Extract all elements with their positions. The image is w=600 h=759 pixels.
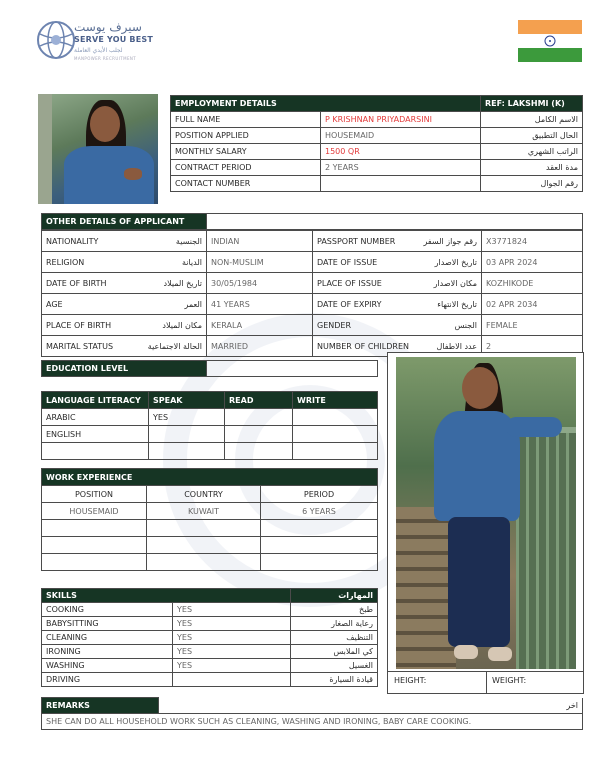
table-row bbox=[42, 294, 583, 315]
table-row bbox=[42, 252, 583, 273]
other-label-arabic: الحالة الاجتماعية bbox=[147, 341, 202, 351]
table-row bbox=[42, 315, 583, 336]
table-row bbox=[42, 520, 378, 537]
speak-value bbox=[149, 443, 225, 460]
other-label-arabic: رقم جواز السفر bbox=[423, 236, 477, 246]
skills-table bbox=[41, 588, 378, 687]
other-label-arabic: عدد الاطفال bbox=[436, 341, 477, 351]
other-value: FEMALE bbox=[482, 315, 583, 336]
skill-name: CLEANING bbox=[42, 631, 173, 645]
table-row bbox=[42, 659, 378, 673]
table-row bbox=[42, 231, 583, 252]
contract-period-value: 2 YEARS bbox=[321, 160, 481, 176]
speak-value: YES bbox=[149, 409, 225, 426]
work-position bbox=[42, 537, 147, 554]
table-row bbox=[42, 409, 378, 426]
other-label-cell bbox=[313, 252, 482, 273]
education-header: EDUCATION LEVEL bbox=[42, 361, 207, 377]
other-label: PLACE OF ISSUE bbox=[317, 278, 382, 288]
height-label: HEIGHT: bbox=[394, 676, 427, 685]
other-label-cell bbox=[313, 294, 482, 315]
language-header: LANGUAGE LITERACY bbox=[42, 392, 149, 409]
other-label-arabic: الديانة bbox=[181, 257, 202, 267]
skill-arabic: الغسيل bbox=[291, 659, 378, 673]
skill-value bbox=[173, 673, 291, 687]
monthly-salary-arabic: الراتب الشهري bbox=[481, 144, 583, 160]
contract-period-label: CONTRACT PERIOD bbox=[171, 160, 321, 176]
other-label: NATIONALITY bbox=[46, 236, 99, 246]
other-label-cell bbox=[42, 231, 207, 252]
other-value: KOZHIKODE bbox=[482, 273, 583, 294]
other-label-cell bbox=[42, 336, 207, 357]
skill-value: YES bbox=[173, 659, 291, 673]
applicant-photo-frame bbox=[387, 352, 584, 694]
other-label-arabic: الجنسية bbox=[175, 236, 202, 246]
skill-value: YES bbox=[173, 617, 291, 631]
other-label-arabic: تاريخ الاصدار bbox=[434, 257, 477, 267]
other-label-cell bbox=[313, 273, 482, 294]
other-label-arabic: مكان الميلاد bbox=[162, 320, 202, 330]
language-literacy-table bbox=[41, 391, 378, 460]
skill-name: IRONING bbox=[42, 645, 173, 659]
monthly-salary-label: MONTHLY SALARY bbox=[171, 144, 321, 160]
write-value bbox=[293, 409, 378, 426]
remarks-table bbox=[41, 697, 583, 730]
other-value: NON-MUSLIM bbox=[207, 252, 313, 273]
skill-arabic: رعاية الصغار bbox=[291, 617, 378, 631]
other-value: INDIAN bbox=[207, 231, 313, 252]
other-value: 02 APR 2034 bbox=[482, 294, 583, 315]
skill-arabic: التنظيف bbox=[291, 631, 378, 645]
other-label-cell bbox=[42, 252, 207, 273]
work-period: 6 YEARS bbox=[261, 503, 378, 520]
work-experience-table bbox=[41, 468, 378, 571]
table-row bbox=[42, 554, 378, 571]
other-value: 03 APR 2024 bbox=[482, 252, 583, 273]
table-row bbox=[42, 645, 378, 659]
position-applied-arabic: الحال التطبيق bbox=[481, 128, 583, 144]
read-value bbox=[225, 409, 293, 426]
logo-english: SERVE YOU BEST bbox=[74, 35, 153, 44]
skill-arabic: طبخ bbox=[291, 603, 378, 617]
position-applied-value: HOUSEMAID bbox=[321, 128, 481, 144]
other-label: DATE OF BIRTH bbox=[46, 278, 107, 288]
other-details-rows bbox=[41, 230, 583, 357]
other-label-cell bbox=[313, 231, 482, 252]
skill-arabic: قيادة السيارة bbox=[291, 673, 378, 687]
other-label: PASSPORT NUMBER bbox=[317, 236, 396, 246]
other-label-cell bbox=[42, 315, 207, 336]
table-row bbox=[42, 537, 378, 554]
other-label-cell bbox=[42, 294, 207, 315]
work-experience-header: WORK EXPERIENCE bbox=[42, 469, 378, 486]
table-row bbox=[42, 673, 378, 687]
other-label: PLACE OF BIRTH bbox=[46, 320, 112, 330]
work-position bbox=[42, 520, 147, 537]
education-value bbox=[207, 361, 378, 377]
contract-period-arabic: مدة العقد bbox=[481, 160, 583, 176]
contact-number-value bbox=[321, 176, 481, 192]
write-value bbox=[293, 426, 378, 443]
contact-number-label: CONTACT NUMBER bbox=[171, 176, 321, 192]
applicant-photo-small bbox=[38, 94, 158, 204]
skill-name: DRIVING bbox=[42, 673, 173, 687]
india-flag-icon bbox=[518, 20, 582, 62]
skill-value: YES bbox=[173, 645, 291, 659]
language-name: ARABIC bbox=[42, 409, 149, 426]
other-label-arabic: تاريخ الميلاد bbox=[163, 278, 202, 288]
table-row bbox=[42, 603, 378, 617]
position-applied-label: POSITION APPLIED bbox=[171, 128, 321, 144]
country-column-header: COUNTRY bbox=[147, 486, 261, 503]
other-value: X3771824 bbox=[482, 231, 583, 252]
table-row bbox=[42, 273, 583, 294]
other-label: RELIGION bbox=[46, 257, 85, 267]
full-name-value: P KRISHNAN PRIYADARSINI bbox=[321, 112, 481, 128]
other-label-arabic: العمر bbox=[184, 299, 202, 309]
skills-header: SKILLS bbox=[42, 589, 291, 603]
work-period bbox=[261, 520, 378, 537]
skill-value: YES bbox=[173, 631, 291, 645]
work-period bbox=[261, 554, 378, 571]
speak-header: SPEAK bbox=[149, 392, 225, 409]
other-label: DATE OF ISSUE bbox=[317, 257, 378, 267]
reference-label: REF: LAKSHMI (K) bbox=[481, 96, 583, 112]
table-row bbox=[42, 503, 378, 520]
contact-number-arabic: رقم الجوال bbox=[481, 176, 583, 192]
remarks-arabic: اخر bbox=[159, 698, 583, 714]
company-logo bbox=[34, 18, 194, 68]
full-name-arabic: الاسم الكامل bbox=[481, 112, 583, 128]
other-details-header: OTHER DETAILS OF APPLICANT bbox=[42, 214, 207, 230]
speak-value bbox=[149, 426, 225, 443]
skills-header-arabic: المهارات bbox=[291, 589, 378, 603]
other-label-cell bbox=[313, 315, 482, 336]
other-label: NUMBER OF CHILDREN bbox=[317, 341, 410, 351]
weight-label: WEIGHT: bbox=[492, 676, 527, 685]
other-label-arabic: تاريخ الانتهاء bbox=[437, 299, 477, 309]
other-value: 30/05/1984 bbox=[207, 273, 313, 294]
other-value: 41 YEARS bbox=[207, 294, 313, 315]
remarks-text: SHE CAN DO ALL HOUSEHOLD WORK SUCH AS CLEANING, WASHING AND IRONING, BABY CARE COOKING. bbox=[42, 714, 583, 730]
table-row bbox=[42, 426, 378, 443]
logo-arabic: سيرف يوست bbox=[74, 20, 142, 34]
monthly-salary-value: 1500 QR bbox=[321, 144, 481, 160]
language-name bbox=[42, 443, 149, 460]
other-value: KERALA bbox=[207, 315, 313, 336]
work-position bbox=[42, 554, 147, 571]
skill-name: COOKING bbox=[42, 603, 173, 617]
remarks-header: REMARKS bbox=[42, 698, 159, 714]
other-value: MARRIED bbox=[207, 336, 313, 357]
write-header: WRITE bbox=[293, 392, 378, 409]
work-country: KUWAIT bbox=[147, 503, 261, 520]
table-row bbox=[42, 443, 378, 460]
work-position: HOUSEMAID bbox=[42, 503, 147, 520]
skill-name: BABYSITTING bbox=[42, 617, 173, 631]
skill-value: YES bbox=[173, 603, 291, 617]
other-details-table bbox=[41, 213, 583, 230]
other-label-arabic: الجنس bbox=[454, 320, 477, 330]
other-label-arabic: مكان الاصدار bbox=[433, 278, 477, 288]
applicant-photo-large bbox=[396, 357, 576, 669]
other-value: 2 bbox=[482, 336, 583, 357]
logo-sub-arabic: لجلب الأيدي العاملة bbox=[74, 47, 123, 54]
globe-icon bbox=[34, 18, 78, 62]
write-value bbox=[293, 443, 378, 460]
work-country bbox=[147, 537, 261, 554]
other-label: GENDER bbox=[317, 320, 352, 330]
table-row bbox=[42, 631, 378, 645]
skill-arabic: كي الملابس bbox=[291, 645, 378, 659]
other-label: AGE bbox=[46, 299, 63, 309]
work-period bbox=[261, 537, 378, 554]
read-value bbox=[225, 426, 293, 443]
skill-name: WASHING bbox=[42, 659, 173, 673]
read-value bbox=[225, 443, 293, 460]
language-name: ENGLISH bbox=[42, 426, 149, 443]
education-table bbox=[41, 360, 378, 377]
work-country bbox=[147, 554, 261, 571]
other-label-cell bbox=[42, 273, 207, 294]
full-name-label: FULL NAME bbox=[171, 112, 321, 128]
period-column-header: PERIOD bbox=[261, 486, 378, 503]
table-row bbox=[42, 617, 378, 631]
read-header: READ bbox=[225, 392, 293, 409]
employment-details-table bbox=[170, 95, 583, 192]
employment-header: EMPLOYMENT DETAILS bbox=[171, 96, 481, 112]
other-label: DATE OF EXPIRY bbox=[317, 299, 382, 309]
position-column-header: POSITION bbox=[42, 486, 147, 503]
logo-sub-english: MANPOWER RECRUITMENT bbox=[74, 56, 137, 61]
other-label: MARITAL STATUS bbox=[46, 341, 114, 351]
work-country bbox=[147, 520, 261, 537]
